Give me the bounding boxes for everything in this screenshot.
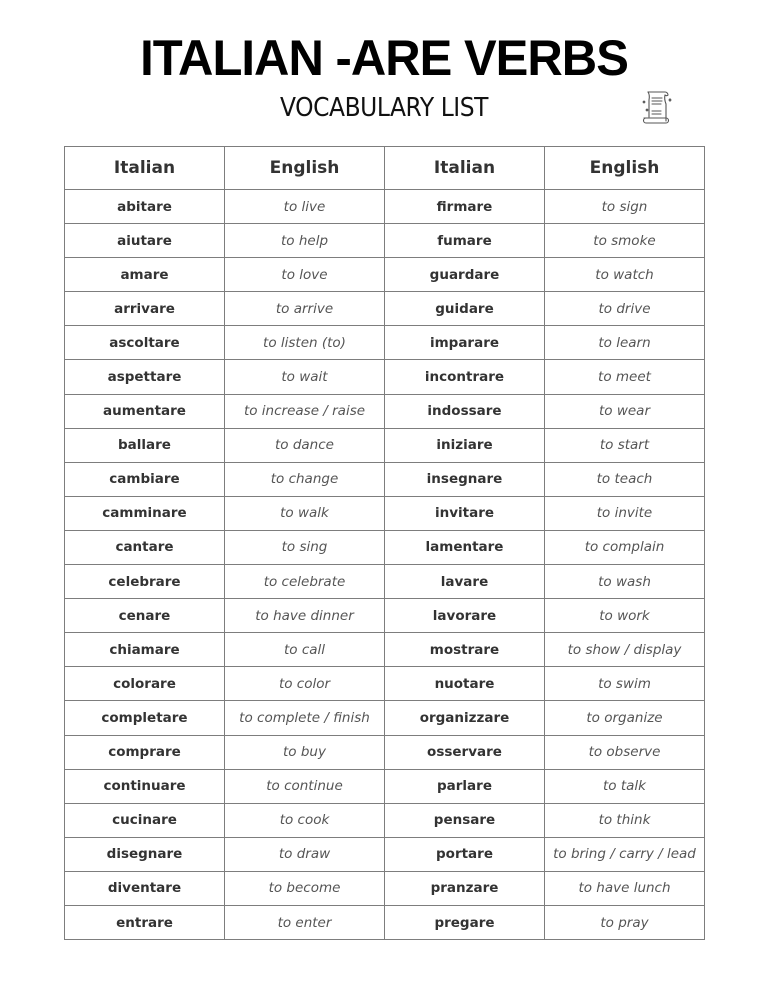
english-translation: to show / display <box>545 633 705 667</box>
table-row <box>65 360 705 394</box>
english-translation: to color <box>225 667 385 701</box>
english-translation: to wash <box>545 565 705 599</box>
table-row <box>65 803 705 837</box>
italian-verb: arrivare <box>65 292 225 326</box>
italian-verb: abitare <box>65 190 225 224</box>
column-header-english-right: English <box>545 147 705 190</box>
italian-verb: cantare <box>65 530 225 564</box>
italian-verb: celebrare <box>65 565 225 599</box>
english-translation: to cook <box>225 803 385 837</box>
table-row <box>65 258 705 292</box>
english-translation: to help <box>225 224 385 258</box>
english-translation: to wear <box>545 394 705 428</box>
english-translation: to walk <box>225 496 385 530</box>
table-header-row <box>65 147 705 190</box>
table-row <box>65 633 705 667</box>
english-translation: to draw <box>225 837 385 871</box>
english-translation: to talk <box>545 769 705 803</box>
italian-verb: lamentare <box>385 530 545 564</box>
table-body <box>65 190 705 940</box>
english-translation: to drive <box>545 292 705 326</box>
english-translation: to sign <box>545 190 705 224</box>
italian-verb: cucinare <box>65 803 225 837</box>
table-row <box>65 190 705 224</box>
english-translation: to buy <box>225 735 385 769</box>
page-title: ITALIAN -ARE VERBS <box>140 30 628 86</box>
italian-verb: diventare <box>65 871 225 905</box>
italian-verb: guardare <box>385 258 545 292</box>
column-header-english-left: English <box>225 147 385 190</box>
italian-verb: completare <box>65 701 225 735</box>
italian-verb: disegnare <box>65 837 225 871</box>
italian-verb: osservare <box>385 735 545 769</box>
english-translation: to start <box>545 428 705 462</box>
english-translation: to continue <box>225 769 385 803</box>
italian-verb: invitare <box>385 496 545 530</box>
english-translation: to invite <box>545 496 705 530</box>
english-translation: to change <box>225 462 385 496</box>
italian-verb: camminare <box>65 496 225 530</box>
table-row <box>65 462 705 496</box>
italian-verb: pensare <box>385 803 545 837</box>
italian-verb: continuare <box>65 769 225 803</box>
english-translation: to live <box>225 190 385 224</box>
table-row <box>65 905 705 939</box>
italian-verb: fumare <box>385 224 545 258</box>
italian-verb: chiamare <box>65 633 225 667</box>
italian-verb: aiutare <box>65 224 225 258</box>
english-translation: to enter <box>225 905 385 939</box>
table-row <box>65 769 705 803</box>
italian-verb: amare <box>65 258 225 292</box>
english-translation: to listen (to) <box>225 326 385 360</box>
italian-verb: cenare <box>65 599 225 633</box>
vocab-table <box>64 146 705 940</box>
english-translation: to arrive <box>225 292 385 326</box>
table-row <box>65 667 705 701</box>
english-translation: to watch <box>545 258 705 292</box>
english-translation: to learn <box>545 326 705 360</box>
english-translation: to think <box>545 803 705 837</box>
table-row <box>65 428 705 462</box>
italian-verb: aspettare <box>65 360 225 394</box>
italian-verb: mostrare <box>385 633 545 667</box>
column-header-italian-right: Italian <box>385 147 545 190</box>
italian-verb: ascoltare <box>65 326 225 360</box>
column-header-italian-left: Italian <box>65 147 225 190</box>
english-translation: to dance <box>225 428 385 462</box>
table-row <box>65 224 705 258</box>
english-translation: to increase / raise <box>225 394 385 428</box>
english-translation: to teach <box>545 462 705 496</box>
italian-verb: nuotare <box>385 667 545 701</box>
italian-verb: ballare <box>65 428 225 462</box>
italian-verb: incontrare <box>385 360 545 394</box>
italian-verb: lavorare <box>385 599 545 633</box>
english-translation: to bring / carry / lead <box>545 837 705 871</box>
scroll-icon <box>639 88 675 128</box>
table-row <box>65 496 705 530</box>
table-row <box>65 530 705 564</box>
english-translation: to swim <box>545 667 705 701</box>
english-translation: to call <box>225 633 385 667</box>
table-row <box>65 326 705 360</box>
table-row <box>65 292 705 326</box>
italian-verb: guidare <box>385 292 545 326</box>
english-translation: to celebrate <box>225 565 385 599</box>
table-row <box>65 701 705 735</box>
english-translation: to work <box>545 599 705 633</box>
italian-verb: insegnare <box>385 462 545 496</box>
table-row <box>65 394 705 428</box>
italian-verb: pregare <box>385 905 545 939</box>
italian-verb: comprare <box>65 735 225 769</box>
english-translation: to pray <box>545 905 705 939</box>
english-translation: to observe <box>545 735 705 769</box>
italian-verb: entrare <box>65 905 225 939</box>
page-subtitle: VOCABULARY LIST <box>280 93 488 123</box>
italian-verb: imparare <box>385 326 545 360</box>
italian-verb: iniziare <box>385 428 545 462</box>
table-row <box>65 837 705 871</box>
english-translation: to complete / finish <box>225 701 385 735</box>
table-row <box>65 871 705 905</box>
table-row <box>65 599 705 633</box>
italian-verb: pranzare <box>385 871 545 905</box>
italian-verb: lavare <box>385 565 545 599</box>
italian-verb: colorare <box>65 667 225 701</box>
english-translation: to meet <box>545 360 705 394</box>
italian-verb: firmare <box>385 190 545 224</box>
italian-verb: indossare <box>385 394 545 428</box>
table-row <box>65 735 705 769</box>
english-translation: to have lunch <box>545 871 705 905</box>
english-translation: to sing <box>225 530 385 564</box>
italian-verb: aumentare <box>65 394 225 428</box>
english-translation: to wait <box>225 360 385 394</box>
italian-verb: parlare <box>385 769 545 803</box>
english-translation: to love <box>225 258 385 292</box>
english-translation: to complain <box>545 530 705 564</box>
italian-verb: organizzare <box>385 701 545 735</box>
table-row <box>65 565 705 599</box>
english-translation: to organize <box>545 701 705 735</box>
english-translation: to smoke <box>545 224 705 258</box>
english-translation: to become <box>225 871 385 905</box>
italian-verb: cambiare <box>65 462 225 496</box>
italian-verb: portare <box>385 837 545 871</box>
english-translation: to have dinner <box>225 599 385 633</box>
